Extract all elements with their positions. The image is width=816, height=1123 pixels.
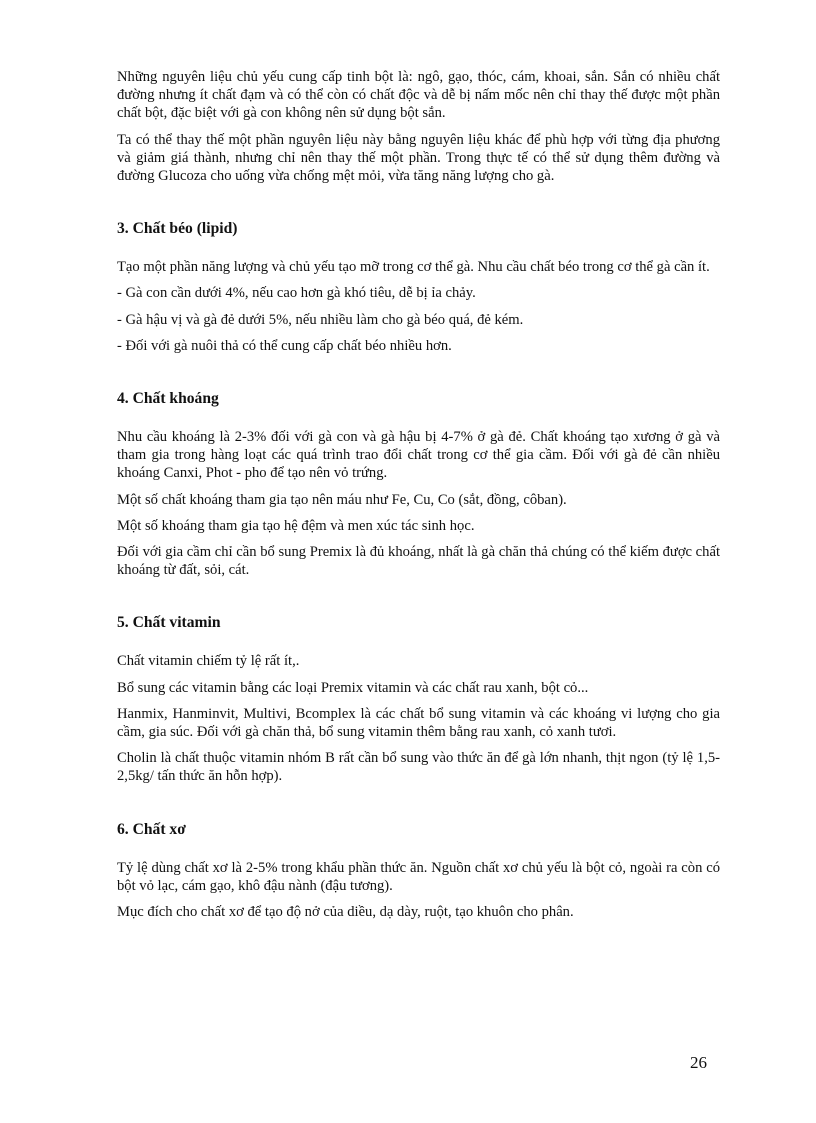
section-paragraph: Mục đích cho chất xơ để tạo độ nở của diều, dạ dày, ruột, tạo khuôn cho phân. xyxy=(117,904,574,921)
page-number: 26 xyxy=(690,1053,707,1072)
section-paragraph: Một số chất khoáng tham gia tạo nên máu như Fe, Cu, Co (sắt, đồng, côban). xyxy=(117,491,567,508)
section-heading: 5. Chất vitamin xyxy=(117,614,221,632)
section-paragraph: Tạo một phần năng lượng và chủ yếu tạo mỡ trong cơ thể gà. Nhu cầu chất béo trong cơ thể gà cần ít. xyxy=(117,259,710,276)
section-heading: 6. Chất xơ xyxy=(117,820,186,838)
section-paragraph: - Gà hậu vị và gà đẻ dưới 5%, nếu nhiều làm cho gà béo quá, đẻ kém. xyxy=(117,311,524,328)
section-paragraph: Chất vitamin chiếm tỷ lệ rất ít,. xyxy=(117,653,300,670)
intro-paragraph-2: Ta có thể thay thế một phần nguyên liệu này bằng nguyên liệu khác để phù hợp với từng địa phương và giảm giá thành, nhưng chỉ nên thay thế một phần. Trong thực tế có thể sử dụng thêm đường và đường Glucoza cho uống vừa chống mệt mỏi, vừa tăng năng lượng cho gà. xyxy=(117,131,720,185)
section-heading: 4. Chất khoáng xyxy=(117,390,219,408)
section-paragraph: Tỷ lệ dùng chất xơ là 2-5% trong khẩu phần thức ăn. Nguồn chất xơ chủ yếu là bột cỏ, ngoài ra còn có bột vỏ lạc, cám gạo, khô đậu nành (đậu tương). xyxy=(117,859,720,894)
section-paragraph: Cholin là chất thuộc vitamin nhóm B rất cần bổ sung vào thức ăn để gà lớn nhanh, thịt ngon (tỷ lệ 1,5- 2,5kg/ tấn thức ăn hỗn hợp). xyxy=(117,750,720,785)
section-fiber xyxy=(117,820,720,922)
section-paragraph: Hanmix, Hanminvit, Multivi, Bcomplex là các chất bổ sung vitamin và các khoáng vi lượng cho gia cầm, gia súc. Đối với gà chăn thả, bổ sung vitamin thêm bằng rau xanh, cỏ xanh tươi. xyxy=(117,705,720,741)
section-heading: 3. Chất béo (lipid) xyxy=(117,220,238,238)
section-paragraph: - Đối với gà nuôi thả có thể cung cấp chất béo nhiều hơn. xyxy=(117,337,452,354)
section-paragraph: Nhu cầu khoáng là 2-3% đối với gà con và gà hậu bị 4-7% ở gà đẻ. Chất khoáng tạo xương ở gà và tham gia trong hàng loạt các quá trình trao đổi chất trong cơ thể gia cầm. Đối với gà đẻ cần nhiều khoáng Canxi, Phot - pho để tạo nên vỏ trứng. xyxy=(117,429,720,482)
section-vitamin xyxy=(117,613,720,785)
section-paragraph: Bổ sung các vitamin bằng các loại Premix vitamin và các chất rau xanh, bột cỏ... xyxy=(117,679,589,696)
section-paragraph: Đối với gia cầm chỉ cần bổ sung Premix là đủ khoáng, nhất là gà chăn thả chúng có thể kiếm được chất khoáng từ đất, sỏi, cát. xyxy=(117,544,720,579)
document-page xyxy=(117,68,720,921)
section-lipid xyxy=(117,219,720,355)
intro-paragraph-1: Những nguyên liệu chủ yếu cung cấp tinh bột là: ngô, gạo, thóc, cám, khoai, sắn. Sắn có nhiều chất đường nhưng ít chất đạm và có thể còn có chất độc và dễ bị nấm mốc nên chỉ thay thế được một phần chất bột, đặc biệt với gà con không nên sử dụng bột sắn. xyxy=(117,69,720,122)
section-paragraph: - Gà con cần dưới 4%, nếu cao hơn gà khó tiêu, dễ bị ỉa chảy. xyxy=(117,285,476,302)
section-paragraph: Một số khoáng tham gia tạo hệ đệm và men xúc tác sinh học. xyxy=(117,517,475,534)
section-minerals xyxy=(117,389,720,579)
